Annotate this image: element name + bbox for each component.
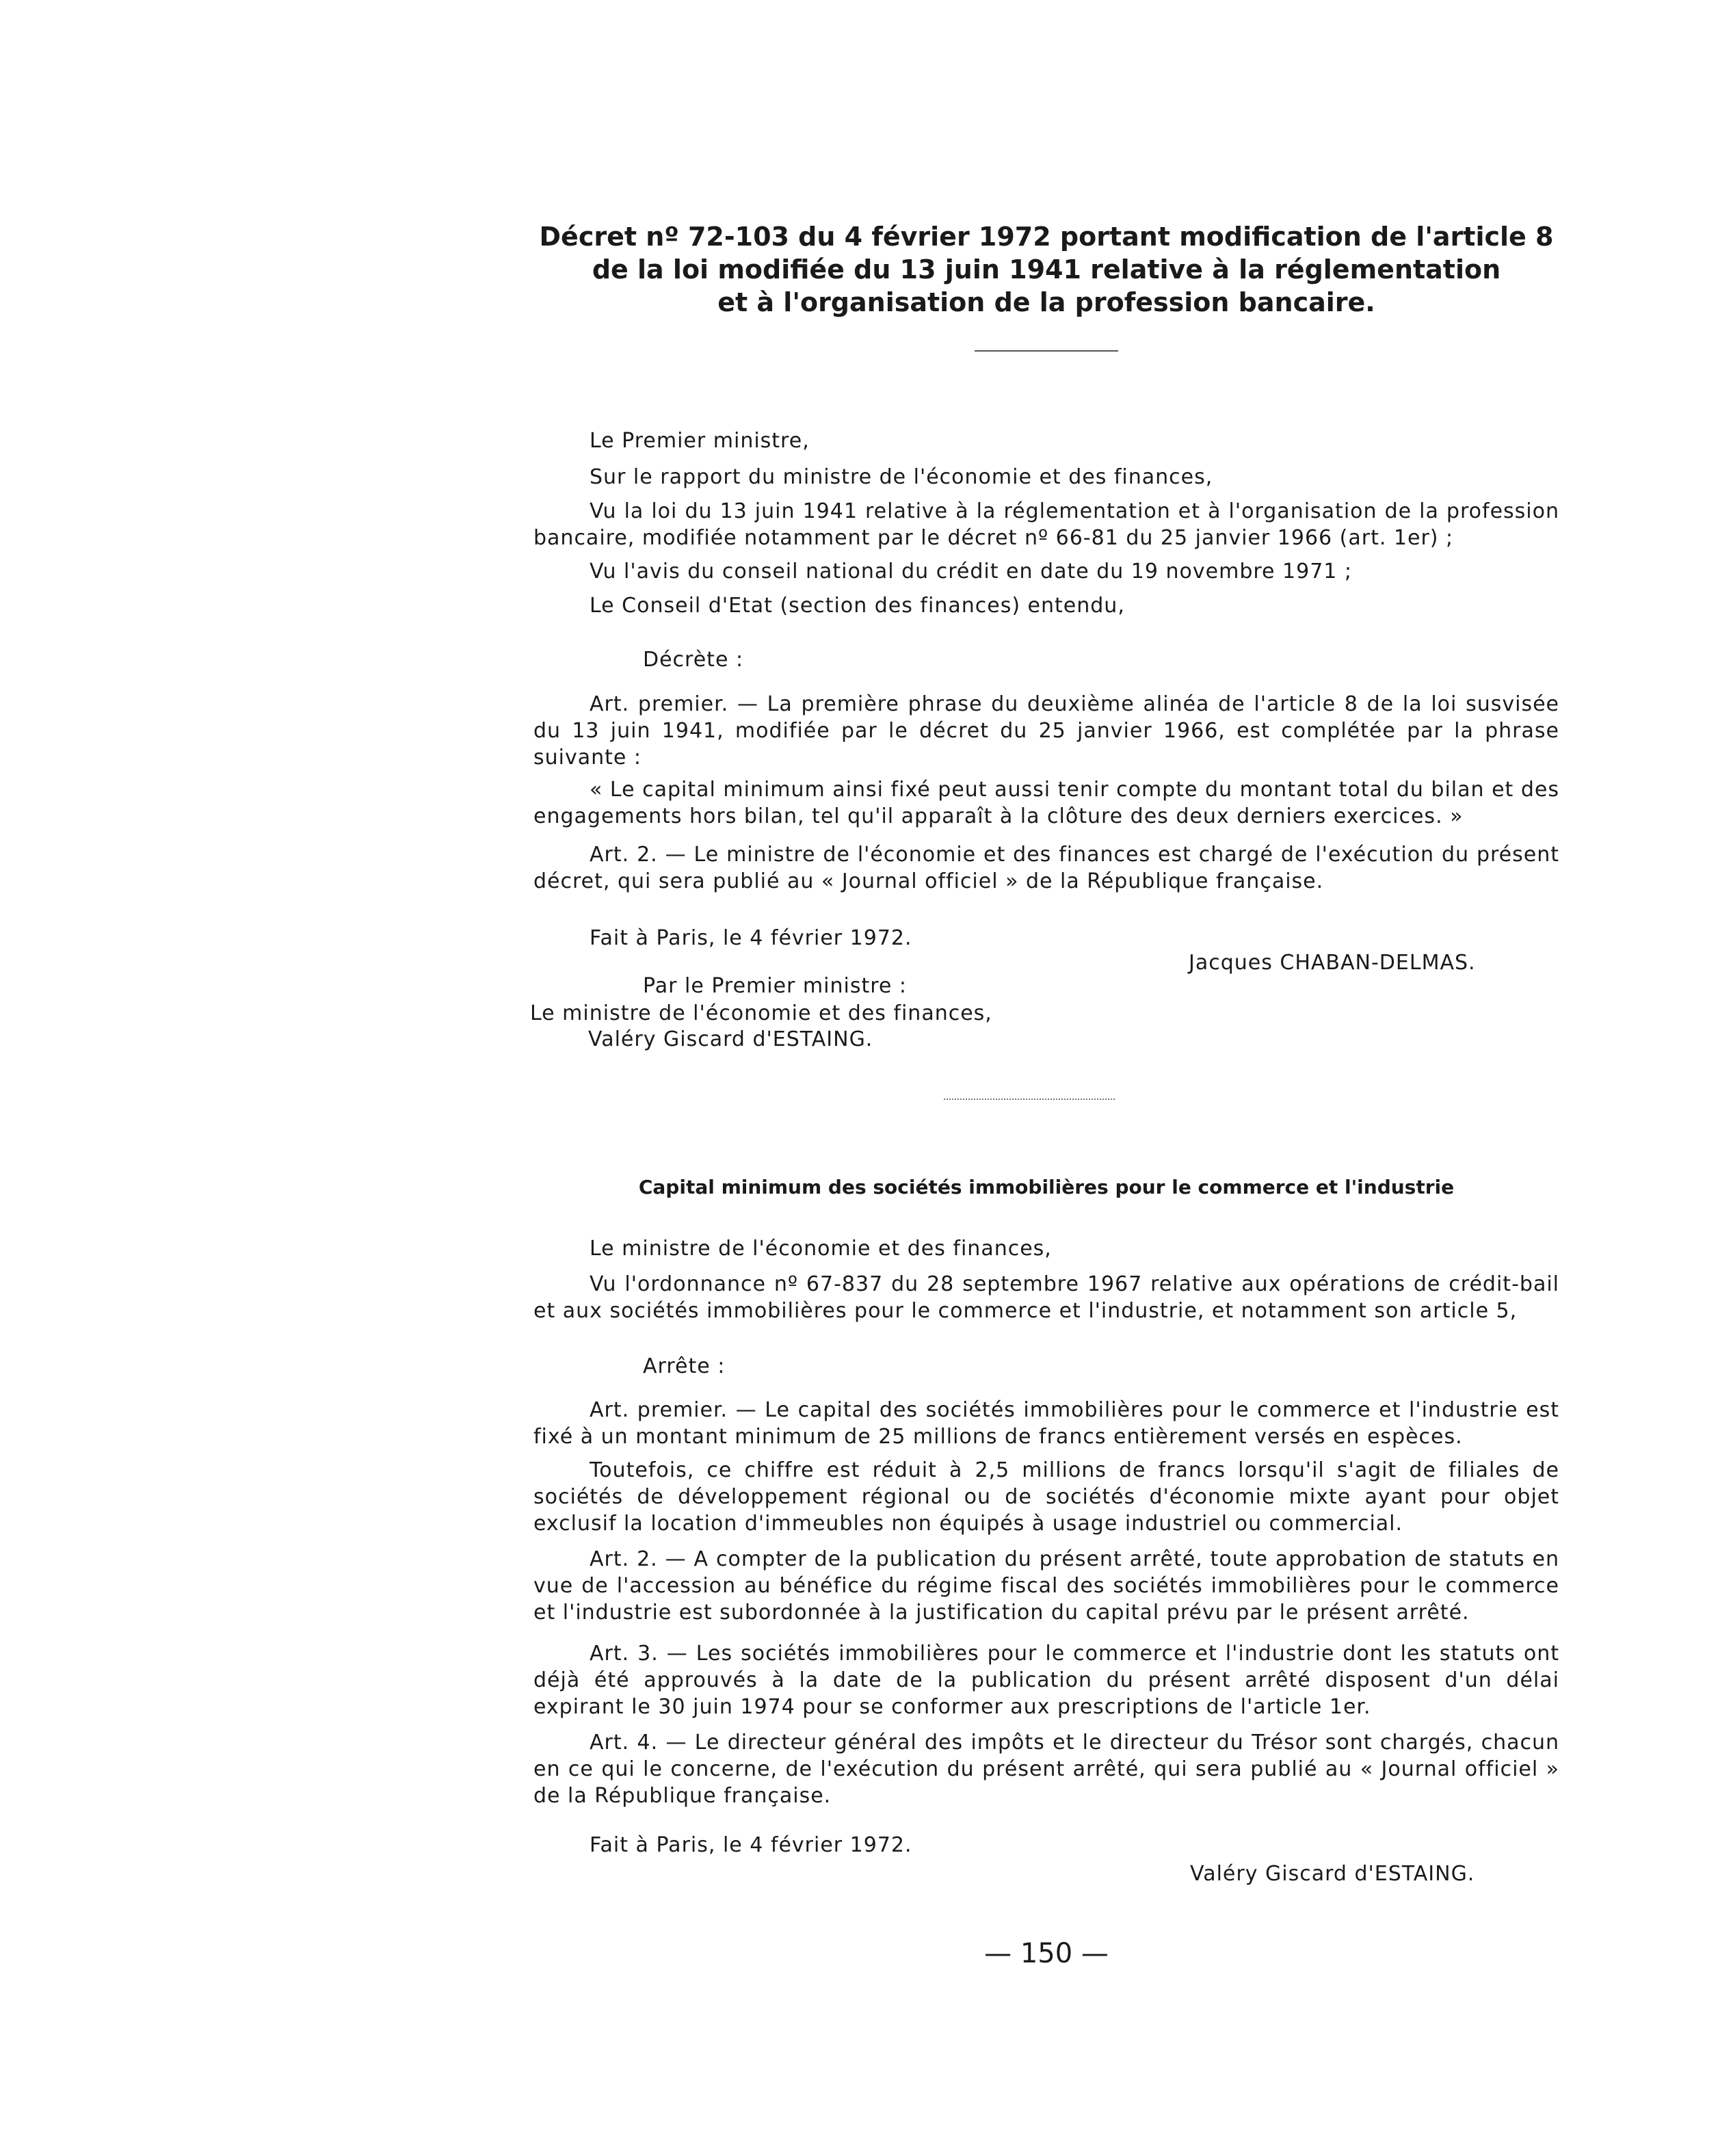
decree-signatory: Jacques CHABAN-DELMAS. <box>1189 951 1476 975</box>
decree-title <box>533 220 1559 319</box>
arrete-preamble-vu-ordonnance: Vu l'ordonnance nº 67-837 du 28 septembre 1967 relative aux opérations de crédit-bail et aux sociétés immobilières pour le commerce et l'industrie, et notamment son article 5, <box>533 1272 1559 1323</box>
preamble-premier-ministre: Le Premier ministre, <box>590 429 810 453</box>
arrete-preamble-ministre: Le ministre de l'économie et des finances, <box>590 1237 1052 1261</box>
preamble-vu-avis: Vu l'avis du conseil national du crédit en date du 19 novembre 1971 ; <box>590 560 1353 583</box>
arrete-label: Arrête : <box>643 1354 726 1378</box>
decree-article-2: Art. 2. — Le ministre de l'économie et des finances est chargé de l'exécution du présent décret, qui sera publié au « Journal officiel » de la République française. <box>533 843 1559 893</box>
arrete-fait-a-paris: Fait à Paris, le 4 février 1972. <box>590 1833 912 1857</box>
decree-title-line-1: Décret nº 72-103 du 4 février 1972 portant modification de l'article 8 <box>539 222 1554 252</box>
decree-fait-a-paris: Fait à Paris, le 4 février 1972. <box>590 926 912 950</box>
arrete-article-2: Art. 2. — A compter de la publication du présent arrêté, toute approbation de statuts en vue de l'accession au bénéfice du régime fiscal des sociétés immobilières pour le commerce et l'industrie est subordonnée à la justification du capital prévu par le présent arrêté. <box>533 1547 1559 1625</box>
preamble-conseil-etat: Le Conseil d'Etat (section des finances) entendu, <box>590 594 1125 618</box>
arrete-toutefois: Toutefois, ce chiffre est réduit à 2,5 millions de francs lorsqu'il s'agit de filiales de sociétés de développement régional ou de sociétés d'économie mixte ayant pour objet exclusif la location d'immeubles non équipés à usage industriel ou commercial. <box>533 1458 1559 1536</box>
page-number: — 150 — <box>984 1938 1109 1969</box>
decree-quote: « Le capital minimum ainsi fixé peut aussi tenir compte du montant total du bilan et des engagements hors bilan, tel qu'il apparaît à la clôture des deux derniers exercices. » <box>533 778 1559 828</box>
par-le-premier-ministre: Par le Premier ministre : <box>643 974 907 998</box>
decree-article-1: Art. premier. — La première phrase du deuxième alinéa de l'article 8 de la loi susvisée du 13 juin 1941, modifiée par le décret du 25 janvier 1966, est complétée par la phrase suivante : <box>533 692 1559 770</box>
minister-name: Valéry Giscard d'ESTAING. <box>588 1027 873 1051</box>
arrete-article-4: Art. 4. — Le directeur général des impôts et le directeur du Trésor sont chargés, chacun en ce qui le concerne, de l'exécution du présent arrêté, qui sera publié au « Journal officiel » de la République française. <box>533 1731 1559 1808</box>
preamble-vu-loi: Vu la loi du 13 juin 1941 relative à la réglementation et à l'organisation de la profession bancaire, modifiée notamment par le décret nº 66-81 du 25 janvier 1966 (art. 1er) ; <box>533 499 1559 550</box>
arrete-title: Capital minimum des sociétés immobilières pour le commerce et l'industrie <box>638 1176 1455 1198</box>
title-divider <box>975 350 1118 352</box>
arrete-article-3: Art. 3. — Les sociétés immobilières pour le commerce et l'industrie dont les statuts ont déjà été approuvés à la date de la publication du présent arrêté disposent d'un délai expirant le 30 juin 1974 pour se conformer aux prescriptions de l'article 1er. <box>533 1642 1559 1719</box>
decree-title-line-2: de la loi modifiée du 13 juin 1941 relative à la réglementation <box>592 254 1501 285</box>
arrete-article-1: Art. premier. — Le capital des sociétés immobilières pour le commerce et l'industrie est fixé à un montant minimum de 25 millions de francs entièrement versés en espèces. <box>533 1398 1559 1449</box>
arrete-signatory: Valéry Giscard d'ESTAING. <box>1190 1862 1475 1886</box>
decrete-label: Décrète : <box>643 648 744 672</box>
section-divider <box>944 1099 1115 1100</box>
decree-title-line-3: et à l'organisation de la profession bancaire. <box>717 287 1375 317</box>
preamble-rapport: Sur le rapport du ministre de l'économie et des finances, <box>590 465 1213 489</box>
minister-title: Le ministre de l'économie et des finances, <box>530 1001 992 1025</box>
